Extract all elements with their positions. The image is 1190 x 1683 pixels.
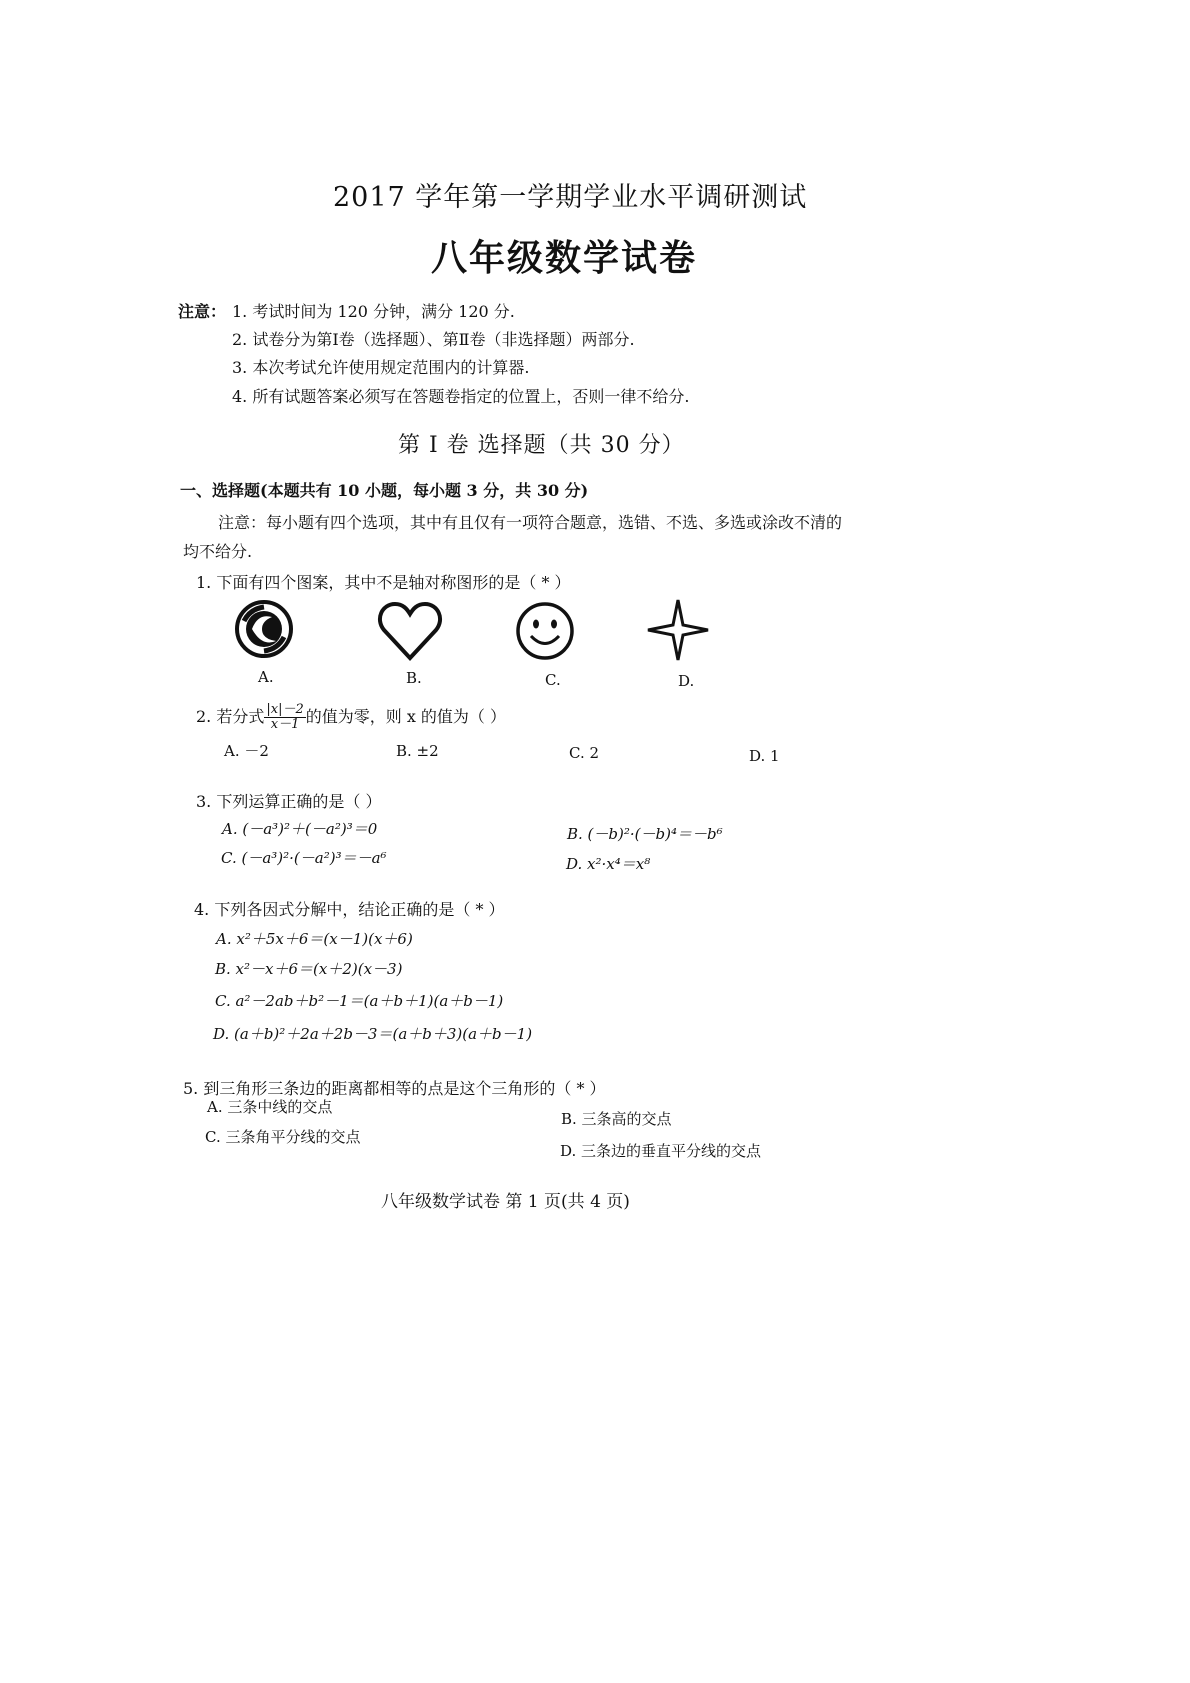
q4-option-a: A. x²＋5x＋6＝(x－1)(x＋6) — [216, 930, 413, 948]
q2-fraction — [264, 703, 305, 732]
q3-option-b: B. (－b)²·(－b)⁴＝－b⁶ — [567, 825, 723, 843]
q3-option-a: A. (－a³)²＋(－a²)³＝0 — [222, 820, 378, 838]
q1-label-d: D. — [678, 672, 695, 690]
q3-stem: 3. 下列运算正确的是（ ） — [196, 792, 382, 811]
q2-option-b: B. ±2 — [396, 742, 439, 760]
q2-option-c: C. 2 — [569, 744, 600, 762]
q2-stem-suffix: 的值为零，则 x 的值为（ ） — [305, 707, 507, 726]
q2-fraction-numerator: |x|－2 — [266, 702, 304, 717]
q3-option-c: C. (－a³)²·(－a²)³＝－a⁶ — [221, 849, 387, 867]
smiley-face-icon — [515, 601, 575, 661]
four-point-star-icon — [646, 598, 710, 662]
note-item-2: 2. 试卷分为第Ⅰ卷（选择题）、第Ⅱ卷（非选择题）两部分. — [232, 330, 635, 349]
note-item-1: 1. 考试时间为 120 分钟，满分 120 分. — [232, 302, 515, 321]
q1-label-c: C. — [545, 671, 561, 689]
q2-option-d: D. 1 — [749, 747, 780, 765]
q1-stem: 1. 下面有四个图案，其中不是轴对称图形的是（ * ） — [196, 573, 571, 592]
section-heading: 一、选择题(本题共有 10 小题，每小题 3 分，共 30 分) — [180, 481, 589, 500]
heart-icon — [377, 600, 443, 662]
note-item-3: 3. 本次考试允许使用规定范围内的计算器. — [232, 358, 530, 377]
notes-label: 注意： — [178, 302, 227, 321]
q2-stem — [196, 703, 506, 732]
q4-stem: 4. 下列各因式分解中，结论正确的是（ * ） — [194, 900, 505, 919]
q5-option-b: B. 三条高的交点 — [561, 1110, 672, 1128]
page-footer: 八年级数学试卷 第 1 页(共 4 页) — [381, 1192, 630, 1212]
q5-option-a: A. 三条中线的交点 — [207, 1098, 333, 1116]
q5-stem: 5. 到三角形三条边的距离都相等的点是这个三角形的（ * ） — [183, 1079, 606, 1098]
exam-title: 2017 学年第一学期学业水平调研测试 — [333, 182, 808, 213]
q4-option-d: D. (a＋b)²＋2a＋2b－3＝(a＋b＋3)(a＋b－1) — [213, 1025, 533, 1043]
q4-option-b: B. x²－x＋6＝(x＋2)(x－3) — [215, 960, 403, 978]
q4-option-c: C. a²－2ab＋b²－1＝(a＋b＋1)(a＋b－1) — [215, 992, 504, 1010]
q2-option-a: A. －2 — [224, 742, 269, 760]
q2-stem-prefix: 2. 若分式 — [196, 707, 265, 726]
q5-option-d: D. 三条边的垂直平分线的交点 — [560, 1142, 762, 1160]
swirl-logo-icon — [234, 599, 294, 659]
q1-label-a: A. — [258, 668, 274, 686]
section-title: 第 Ⅰ 卷 选择题（共 30 分） — [398, 433, 685, 458]
q1-label-b: B. — [406, 669, 422, 687]
section-instruction-line2: 均不给分. — [183, 542, 253, 561]
q3-option-d: D. x²·x⁴＝x⁸ — [566, 855, 651, 873]
section-instruction-line1: 注意：每小题有四个选项，其中有且仅有一项符合题意，选错、不选、多选或涂改不清的 — [218, 513, 843, 532]
note-item-4: 4. 所有试题答案必须写在答题卷指定的位置上，否则一律不给分. — [232, 387, 690, 406]
q5-option-c: C. 三条角平分线的交点 — [205, 1128, 361, 1146]
paper-title: 八年级数学试卷 — [431, 238, 698, 279]
q2-fraction-denominator: x－1 — [270, 717, 300, 732]
